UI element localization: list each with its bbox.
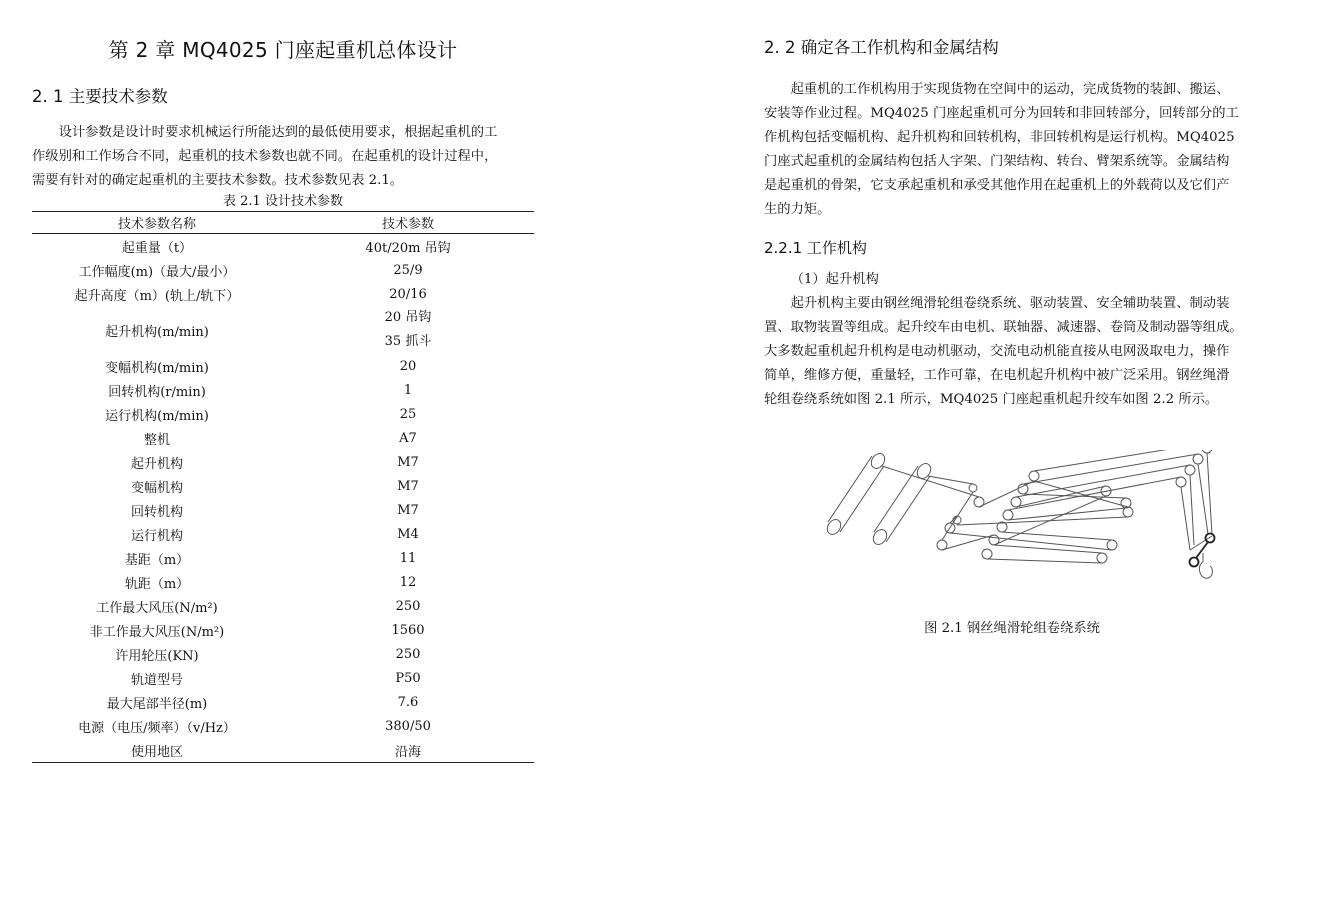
para-line: 安装等作业过程。MQ4025 门座起重机可分为回转和非回转部分，回转部分的工 [764,106,1239,121]
table-row [32,546,534,570]
param-value-cell: A7 [399,430,417,446]
item-title-hoisting: （1）起升机构 [790,272,879,287]
para-line: 起升机构主要由钢丝绳滑轮组卷绕系统、驱动装置、安全辅助装置、制动装 [790,296,1230,311]
table-row [32,402,534,426]
rope-pulley-diagram [822,450,1222,590]
header-param-name: 技术参数名称 [32,212,282,234]
table-row [32,570,534,594]
param-value-cell: 7.6 [397,694,419,710]
intro-line: 作级别和工作场合不同，起重机的技术参数也就不同。在起重机的设计过程中， [32,149,498,164]
section-title-2-2: 2. 2 确定各工作机构和金属结构 [764,38,999,57]
table-row [32,450,534,474]
para-line: 简单，维修方便，重量轻，工作可靠，在电机起升机构中被广泛采用。钢丝绳滑 [764,368,1230,383]
table-row [32,618,534,642]
param-name-cell: 运行机构 [130,528,183,544]
left-page [32,32,534,763]
param-name-cell: 工作最大风压(N/m²) [96,600,218,616]
param-value-cell: 250 [395,646,421,662]
param-value-cell: 25 [399,406,417,422]
param-value-line: 35 抓斗 [384,334,432,349]
para-line: 是起重机的骨架，它支承起重机和承受其他作用在起重机上的外载荷以及它们产 [764,178,1230,193]
param-value-cell: M4 [397,526,419,542]
param-name-cell: 回转机构 [130,504,183,520]
para-line: 置、取物装置等组成。起升绞车由电机、联轴器、减速器、卷筒及制动器等组成。 [764,320,1243,335]
param-name-cell: 最大尾部半径(m) [106,696,208,712]
para-line: 门座式起重机的金属结构包括人字架、门架结构、转台、臂架系统等。金属结构 [764,154,1230,169]
param-value-cell: M7 [397,478,419,494]
param-value-cell: 250 [395,598,421,614]
param-value-line: 20 吊钩 [384,310,432,325]
table-row [32,666,534,690]
hoisting-paragraph [764,292,1262,412]
drum-icon [871,461,934,547]
table-row [32,594,534,618]
param-value-cell: 380/50 [385,718,431,734]
chapter-title: 第 2 章 MQ4025 门座起重机总体设计 [108,38,458,62]
param-name-cell: 起升机构(m/min) [105,324,209,340]
table-row [32,354,534,378]
param-value-cell [282,306,534,354]
table-row [32,522,534,546]
table-row [32,306,534,354]
right-page [764,32,1262,412]
table-row [32,642,534,666]
wire-rope-lines [882,450,1212,563]
param-value-cell: M7 [397,502,419,518]
param-value-cell: 沿海 [282,738,534,763]
table-row [32,738,534,763]
param-name-cell: 基距（m） [124,552,190,568]
param-name-cell: 电源（电压/频率）（v/Hz） [78,720,236,736]
intro-paragraph [32,121,534,193]
table-row [32,690,534,714]
param-name-cell: 变幅机构(m/min) [105,360,209,376]
param-name-cell: 工作幅度(m)（最大/最小） [78,264,236,280]
header-param-value: 技术参数 [282,212,534,234]
param-value-cell: M7 [397,454,419,470]
spec-table [32,211,534,763]
figure-caption: 图 2.1 钢丝绳滑轮组卷绕系统 [924,621,1100,636]
param-name-cell: 起升高度（m）(轨上/轨下） [74,288,240,304]
param-name-cell: 非工作最大风压(N/m²) [89,624,225,640]
param-value-cell: P50 [395,670,421,686]
para-line: 作机构包括变幅机构、起升机构和回转机构，非回转机构是运行机构。MQ4025 [764,130,1235,145]
para-line: 起重机的工作机构用于实现货物在空间中的运动，完成货物的装卸、搬运、 [790,82,1230,97]
param-name-cell: 轨距（m） [124,576,190,592]
table-body [32,234,534,763]
param-value-cell: 20/16 [389,286,427,302]
table-header-row [32,212,534,234]
drum-icon [825,451,888,537]
intro-line: 需要有针对的确定起重机的主要技术参数。技术参数见表 2.1。 [32,173,404,188]
param-value-cell: 25/9 [393,262,423,278]
param-value-cell: 20 [399,358,417,374]
param-name-cell: 使用地区 [32,738,282,763]
table-caption: 表 2.1 设计技术参数 [223,194,343,209]
param-value-cell: 12 [399,574,417,590]
para-line: 轮组卷绕系统如图 2.1 所示，MQ4025 门座起重机起升绞车如图 2.2 所示。 [764,392,1219,407]
table-row [32,426,534,450]
table-row [32,498,534,522]
param-value-cell: 1560 [391,622,425,638]
param-name-cell: 运行机构(m/min) [105,408,209,424]
param-value-cell: 40t/20m 吊钩 [365,240,451,256]
param-name-cell: 整机 [143,432,170,448]
param-value-cell: 11 [399,550,417,566]
param-name-cell: 起重量（t） [121,240,193,256]
param-value-cell: 1 [403,382,413,398]
mechanism-paragraph [764,78,1262,222]
param-name-cell: 变幅机构 [130,480,183,496]
section-title-2-1: 2. 1 主要技术参数 [32,87,168,106]
intro-line: 设计参数是设计时要求机械运行所能达到的最低使用要求，根据起重机的工 [58,125,498,140]
table-row [32,234,534,259]
para-line: 大多数起重机起升机构是电动机驱动，交流电动机能直接从电网汲取电力，操作 [764,344,1230,359]
param-name-cell: 轨道型号 [130,672,183,688]
table-row [32,378,534,402]
param-name-cell: 回转机构(r/min) [108,384,206,400]
table-row [32,714,534,738]
table-row [32,282,534,306]
table-row [32,474,534,498]
param-name-cell: 起升机构 [130,456,183,472]
subsection-title-2-2-1: 2.2.1 工作机构 [764,239,867,257]
table-row [32,258,534,282]
para-line: 生的力矩。 [764,202,831,217]
param-name-cell: 许用轮压(KN) [115,648,199,664]
